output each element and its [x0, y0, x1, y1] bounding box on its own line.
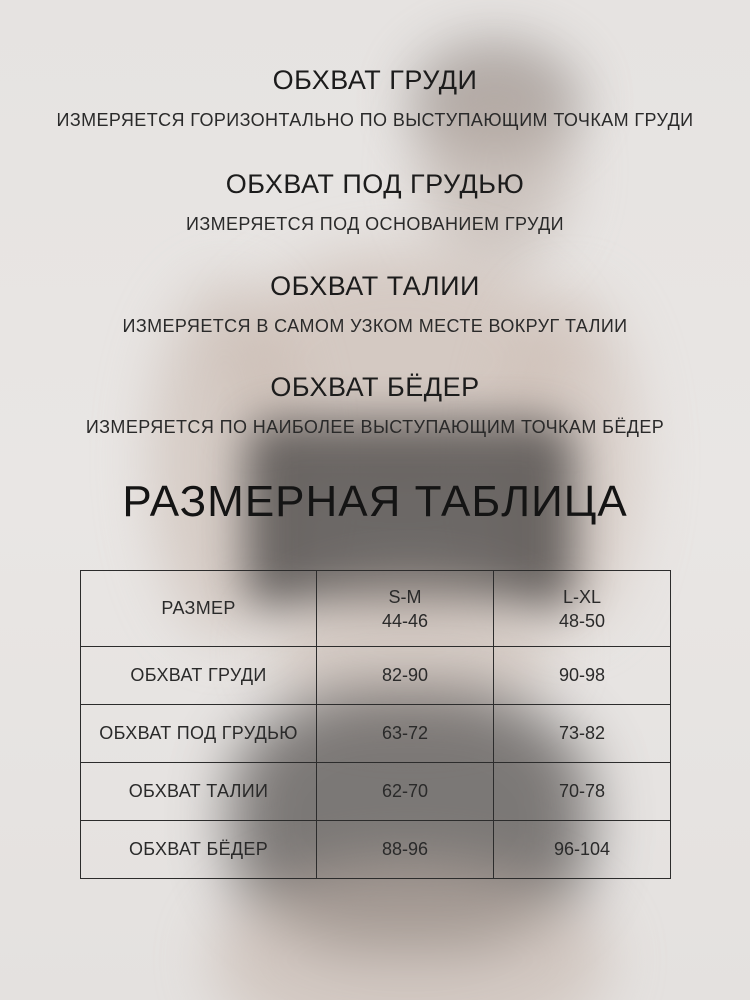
- row-value-l-xl: 73-82: [494, 705, 671, 763]
- size-table-header-row: [81, 571, 671, 647]
- size-range: 48-50: [558, 610, 606, 631]
- measurement-heading: ОБХВАТ БЁДЕР: [270, 372, 480, 402]
- size-name: S-M: [388, 586, 422, 607]
- row-value-l-xl: 90-98: [494, 647, 671, 705]
- size-name: L-XL: [562, 586, 602, 607]
- measurement-hips: [0, 371, 750, 438]
- size-range: 44-46: [381, 610, 429, 631]
- row-value-s-m: 82-90: [317, 647, 494, 705]
- measurement-heading: ОБХВАТ ГРУДИ: [272, 65, 478, 95]
- size-header-s-m: [317, 571, 494, 647]
- measurement-heading: ОБХВАТ ТАЛИИ: [270, 271, 480, 301]
- measurement-waist: [0, 270, 750, 337]
- row-label: ОБХВАТ ПОД ГРУДЬЮ: [81, 705, 317, 763]
- table-row: [81, 705, 671, 763]
- row-value-l-xl: 70-78: [494, 763, 671, 821]
- measurement-underbust: [0, 168, 750, 235]
- measurement-description: ИЗМЕРЯЕТСЯ ПОД ОСНОВАНИЕМ ГРУДИ: [185, 214, 565, 234]
- row-label: ОБХВАТ ГРУДИ: [81, 647, 317, 705]
- row-value-s-m: 62-70: [317, 763, 494, 821]
- measurement-description: ИЗМЕРЯЕТСЯ В САМОМ УЗКОМ МЕСТЕ ВОКРУГ ТАЛИИ: [122, 316, 628, 336]
- size-table: [80, 570, 671, 879]
- size-header-l-xl: [494, 571, 671, 647]
- row-value-l-xl: 96-104: [494, 821, 671, 879]
- measurement-description: ИЗМЕРЯЕТСЯ ГОРИЗОНТАЛЬНО ПО ВЫСТУПАЮЩИМ ТОЧКАМ ГРУДИ: [56, 110, 694, 130]
- table-row: [81, 647, 671, 705]
- row-value-s-m: 63-72: [317, 705, 494, 763]
- size-table-title: РАЗМЕРНАЯ ТАБЛИЦА: [122, 477, 628, 526]
- table-row: [81, 821, 671, 879]
- measurement-description: ИЗМЕРЯЕТСЯ ПО НАИБОЛЕЕ ВЫСТУПАЮЩИМ ТОЧКАМ БЁДЕР: [85, 417, 665, 437]
- table-row: [81, 763, 671, 821]
- measurement-chest: [0, 64, 750, 131]
- size-header-label: РАЗМЕР: [81, 571, 317, 647]
- row-label: ОБХВАТ ТАЛИИ: [81, 763, 317, 821]
- row-value-s-m: 88-96: [317, 821, 494, 879]
- measurement-heading: ОБХВАТ ПОД ГРУДЬЮ: [225, 169, 525, 199]
- row-label: ОБХВАТ БЁДЕР: [81, 821, 317, 879]
